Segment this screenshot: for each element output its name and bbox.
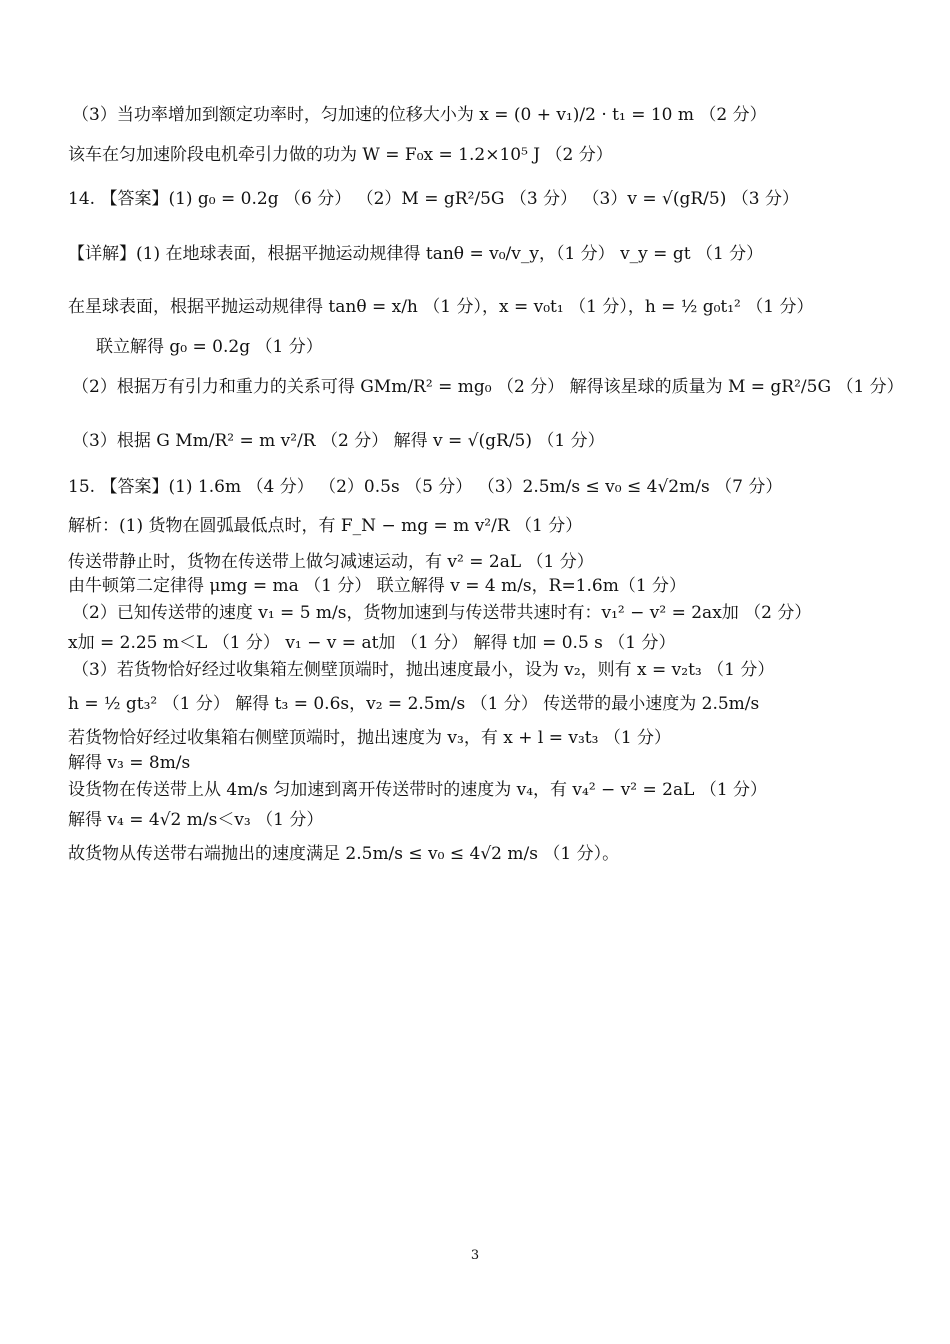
text-line: 解析：(1) 货物在圆弧最低点时，有 F_N − mg = m v²/R （1 分） [68, 516, 583, 536]
text-line: 由牛顿第二定律得 μmg = ma （1 分） 联立解得 v = 4 m/s，R=1.6m（1 分） [68, 576, 687, 596]
text-line: 15. 【答案】(1) 1.6m （4 分） （2）0.5s （5 分） （3）2.5m/s ≤ v₀ ≤ 4√2m/s （7 分） [68, 477, 783, 497]
text-line: 设货物在传送带上从 4m/s 匀加速到离开传送带时的速度为 v₄，有 v₄² − v² = 2aL （1 分） [68, 780, 768, 800]
text-line: x加 = 2.25 m＜L （1 分） v₁ − v = at加 （1 分） 解得 t加 = 0.5 s （1 分） [68, 633, 676, 653]
text-line: 解得 v₃ = 8m/s [68, 753, 191, 773]
text-line: （3）根据 G Mm/R² = m v²/R （2 分） 解得 v = √(gR/5) （1 分） [72, 431, 605, 451]
text-line: h = ½ gt₃² （1 分） 解得 t₃ = 0.6s，v₂ = 2.5m/s （1 分） 传送带的最小速度为 2.5m/s [68, 694, 760, 714]
text-line: 在星球表面，根据平抛运动规律得 tanθ = x/h （1 分），x = v₀t₁ （1 分），h = ½ g₀t₁² （1 分） [68, 297, 814, 317]
text-line: 【详解】(1) 在地球表面，根据平抛运动规律得 tanθ = v₀/v_y，（1 分） v_y = gt （1 分） [68, 244, 764, 264]
text-line: 解得 v₄ = 4√2 m/s＜v₃ （1 分） [68, 810, 324, 830]
text-line: 14. 【答案】(1) g₀ = 0.2g （6 分） （2）M = gR²/5G （3 分） （3）v = √(gR/5) （3 分） [68, 189, 799, 209]
text-line: 联立解得 g₀ = 0.2g （1 分） [96, 337, 323, 357]
text-line: （3）若货物恰好经过收集箱左侧壁顶端时，抛出速度最小，设为 v₂，则有 x = v₂t₃ （1 分） [72, 660, 775, 680]
text-line: （3）当功率增加到额定功率时，匀加速的位移大小为 x = (0 + v₁)/2 · t₁ = 10 m （2 分） [72, 105, 767, 125]
text-line: （2）已知传送带的速度 v₁ = 5 m/s，货物加速到与传送带共速时有：v₁² − v² = 2ax加 （2 分） [72, 603, 812, 623]
text-line: 传送带静止时，货物在传送带上做匀减速运动，有 v² = 2aL （1 分） [68, 552, 594, 572]
text-line: 故货物从传送带右端抛出的速度满足 2.5m/s ≤ v₀ ≤ 4√2 m/s （1 分）。 [68, 844, 620, 864]
text-line: 该车在匀加速阶段电机牵引力做的功为 W = F₀x = 1.2×10⁵ J （2 分） [68, 145, 613, 165]
text-line: 若货物恰好经过收集箱右侧壁顶端时，抛出速度为 v₃，有 x + l = v₃t₃ （1 分） [68, 728, 672, 748]
text-line: （2）根据万有引力和重力的关系可得 GMm/R² = mg₀ （2 分） 解得该星球的质量为 M = gR²/5G （1 分） [72, 377, 904, 397]
page-number: 3 [470, 1248, 480, 1263]
